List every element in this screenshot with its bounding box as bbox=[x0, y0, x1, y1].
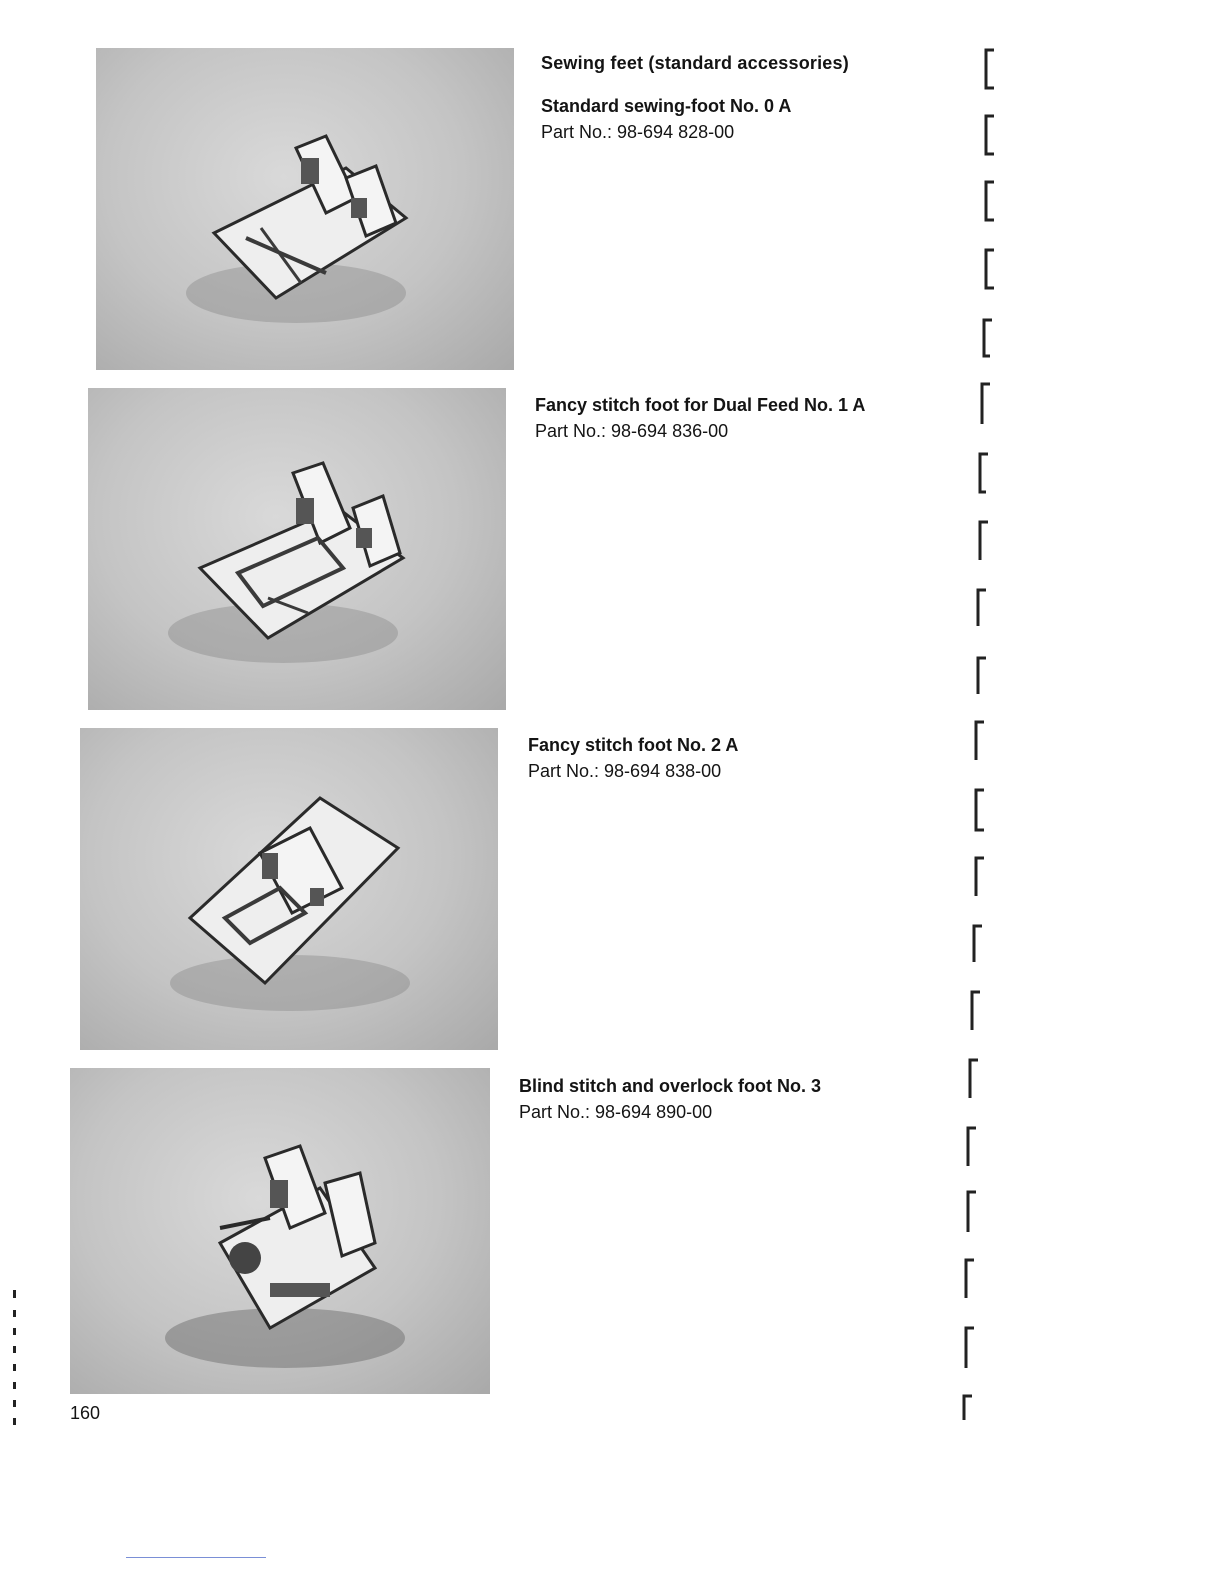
item-name: Standard sewing-foot No. 0 A bbox=[541, 96, 792, 116]
presser-foot-icon bbox=[88, 388, 506, 710]
item-fancy-stitch-foot bbox=[528, 735, 738, 782]
item-standard-foot bbox=[541, 96, 791, 143]
presser-foot-icon bbox=[70, 1068, 490, 1394]
item-name: Fancy stitch foot No. 2 A bbox=[528, 735, 739, 755]
item-part-number: Part No.: 98-694 890-00 bbox=[519, 1102, 713, 1122]
binding-marks bbox=[950, 40, 1010, 1420]
footer-rule bbox=[126, 1557, 266, 1558]
section-title: Sewing feet (standard accessories) bbox=[541, 53, 849, 73]
sewing-foot-photo-0a bbox=[96, 48, 514, 370]
sewing-foot-photo-2a bbox=[80, 728, 498, 1050]
item-name: Fancy stitch foot for Dual Feed No. 1 A bbox=[535, 395, 866, 415]
presser-foot-icon bbox=[96, 48, 514, 370]
scan-edge-marks bbox=[12, 1290, 18, 1435]
item-part-number: Part No.: 98-694 838-00 bbox=[528, 761, 722, 781]
item-fancy-stitch-dual-feed-foot bbox=[535, 395, 865, 442]
sewing-foot-photo-1a bbox=[88, 388, 506, 710]
item-name: Blind stitch and overlock foot No. 3 bbox=[519, 1076, 822, 1096]
item-blind-stitch-overlock-foot bbox=[519, 1076, 821, 1123]
sewing-foot-photo-3 bbox=[70, 1068, 490, 1394]
item-part-number: Part No.: 98-694 836-00 bbox=[535, 421, 729, 441]
presser-foot-icon bbox=[80, 728, 498, 1050]
item-part-number: Part No.: 98-694 828-00 bbox=[541, 122, 735, 142]
page-number: 160 bbox=[70, 1403, 101, 1423]
